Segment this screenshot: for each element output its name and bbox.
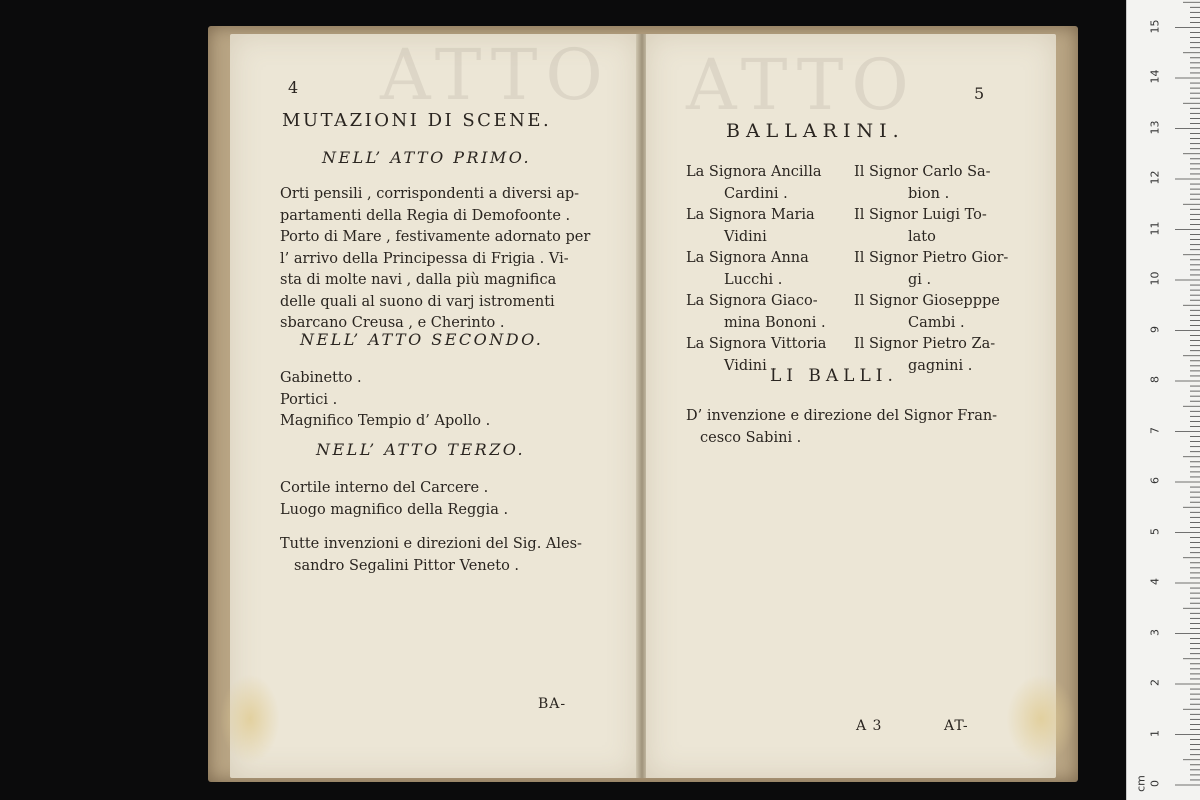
dancer-name: Vidini .	[724, 357, 776, 374]
page-title: BALLARINI.	[726, 120, 905, 142]
text-line: delle quali al suono di varj istromenti	[280, 293, 555, 310]
text-line: Cortile interno del Carcere .	[280, 480, 489, 496]
ruler-label: 5	[1148, 527, 1162, 535]
dancers-left-column	[686, 162, 826, 377]
text-line: Porto di Mare , festivamente adornato per	[280, 229, 591, 245]
foxing-stain	[1006, 674, 1076, 764]
text-line: partamenti della Regia di Demofoonte .	[280, 207, 571, 224]
dancer-name: Cambi .	[908, 314, 965, 331]
dancer-name: La Signora Ancilla	[686, 164, 822, 180]
text-line: sta di molte navi , dalla più magnifica	[280, 272, 557, 288]
catchword: BA-	[538, 696, 567, 712]
show-through: ATTO	[686, 44, 917, 126]
text-line: Tutte invenzioni e direzioni del Sig. Ales-	[280, 536, 582, 552]
act3-text	[280, 478, 508, 521]
measurement-ruler	[1126, 0, 1200, 800]
ruler-label: 4	[1148, 578, 1162, 585]
dancer-name: Il Signor Giosepppe	[854, 293, 1000, 309]
dancer-name: bion .	[908, 185, 950, 202]
dancer-name: lato	[908, 228, 936, 245]
text-line: Magnifico Tempio d’ Apollo .	[280, 413, 491, 429]
left-page	[230, 34, 638, 778]
dancers-right-column	[854, 162, 1008, 377]
ruler-label: 15	[1148, 19, 1162, 33]
ruler-label: 2	[1148, 679, 1162, 686]
dancer-name: Cardini .	[724, 185, 788, 202]
ruler-label: 1	[1148, 729, 1162, 737]
ruler-label: 10	[1148, 271, 1162, 286]
dancer-name: La Signora Anna	[686, 250, 809, 266]
text-line: sbarcano Creusa , e Cherinto .	[280, 315, 505, 331]
text-line: Orti pensili , corrispondenti a diversi ap-	[280, 186, 580, 202]
ruler-label: 8	[1148, 376, 1162, 383]
show-through: ATTO	[380, 34, 611, 116]
text-line: sandro Segalini Pittor Veneto .	[294, 557, 520, 574]
act1-heading: NELL’ ATTO PRIMO.	[322, 148, 532, 167]
text-line: Luogo magnifico della Reggia .	[280, 501, 509, 518]
page-number: 4	[288, 78, 299, 97]
right-page	[646, 34, 1056, 778]
ruler-label: 11	[1148, 221, 1162, 235]
text-line: l’ arrivo della Principessa di Frigia . Vi-	[280, 250, 569, 267]
text-line: D’ invenzione e direzione del Signor Fran-	[686, 408, 998, 424]
dancer-name: Il Signor Pietro Gior-	[854, 250, 1009, 266]
balli-title: LI BALLI.	[770, 366, 898, 386]
dancer-name: La Signora Maria	[686, 207, 815, 223]
scenery-credit	[280, 534, 582, 577]
ruler-label: 13	[1148, 120, 1162, 134]
catchword: AT-	[944, 718, 969, 734]
ruler-ticks	[1127, 0, 1200, 800]
dancer-name: mina Bononi .	[724, 314, 826, 331]
text-line: cesco Sabini .	[700, 429, 802, 446]
ruler-label: 0	[1148, 780, 1162, 787]
foxing-stain	[220, 674, 280, 764]
dancer-name: Vidini	[724, 228, 767, 245]
ruler-label: 7	[1148, 426, 1162, 434]
ruler-label: 9	[1148, 325, 1162, 333]
text-line: Portici .	[280, 391, 338, 408]
text-line: Gabinetto .	[280, 370, 362, 386]
dancer-name: La Signora Vittoria	[686, 336, 827, 352]
dancer-name: Lucchi .	[724, 271, 783, 288]
dancer-name: gi .	[908, 271, 932, 288]
dancer-name: Il Signor Luigi To-	[854, 207, 987, 223]
act2-heading: NELL’ ATTO SECONDO.	[300, 330, 544, 349]
signature-mark: A 3	[856, 718, 883, 734]
ruler-label: 14	[1148, 69, 1162, 84]
act2-text	[280, 368, 490, 433]
dancer-name: La Signora Giaco-	[686, 293, 818, 309]
dancer-name: gagnini .	[908, 357, 973, 374]
ruler-label: 3	[1148, 628, 1162, 636]
ruler-label: 12	[1148, 170, 1162, 185]
act3-heading: NELL’ ATTO TERZO.	[316, 440, 526, 459]
ruler-unit: cm	[1134, 775, 1148, 792]
dancer-name: Il Signor Pietro Za-	[854, 336, 996, 352]
balli-credit	[686, 406, 997, 449]
ruler-label: 6	[1148, 477, 1162, 484]
page-title: MUTAZIONI DI SCENE.	[282, 110, 552, 131]
page-number: 5	[974, 84, 985, 103]
dancer-name: Il Signor Carlo Sa-	[854, 164, 991, 180]
act1-text	[280, 184, 590, 335]
